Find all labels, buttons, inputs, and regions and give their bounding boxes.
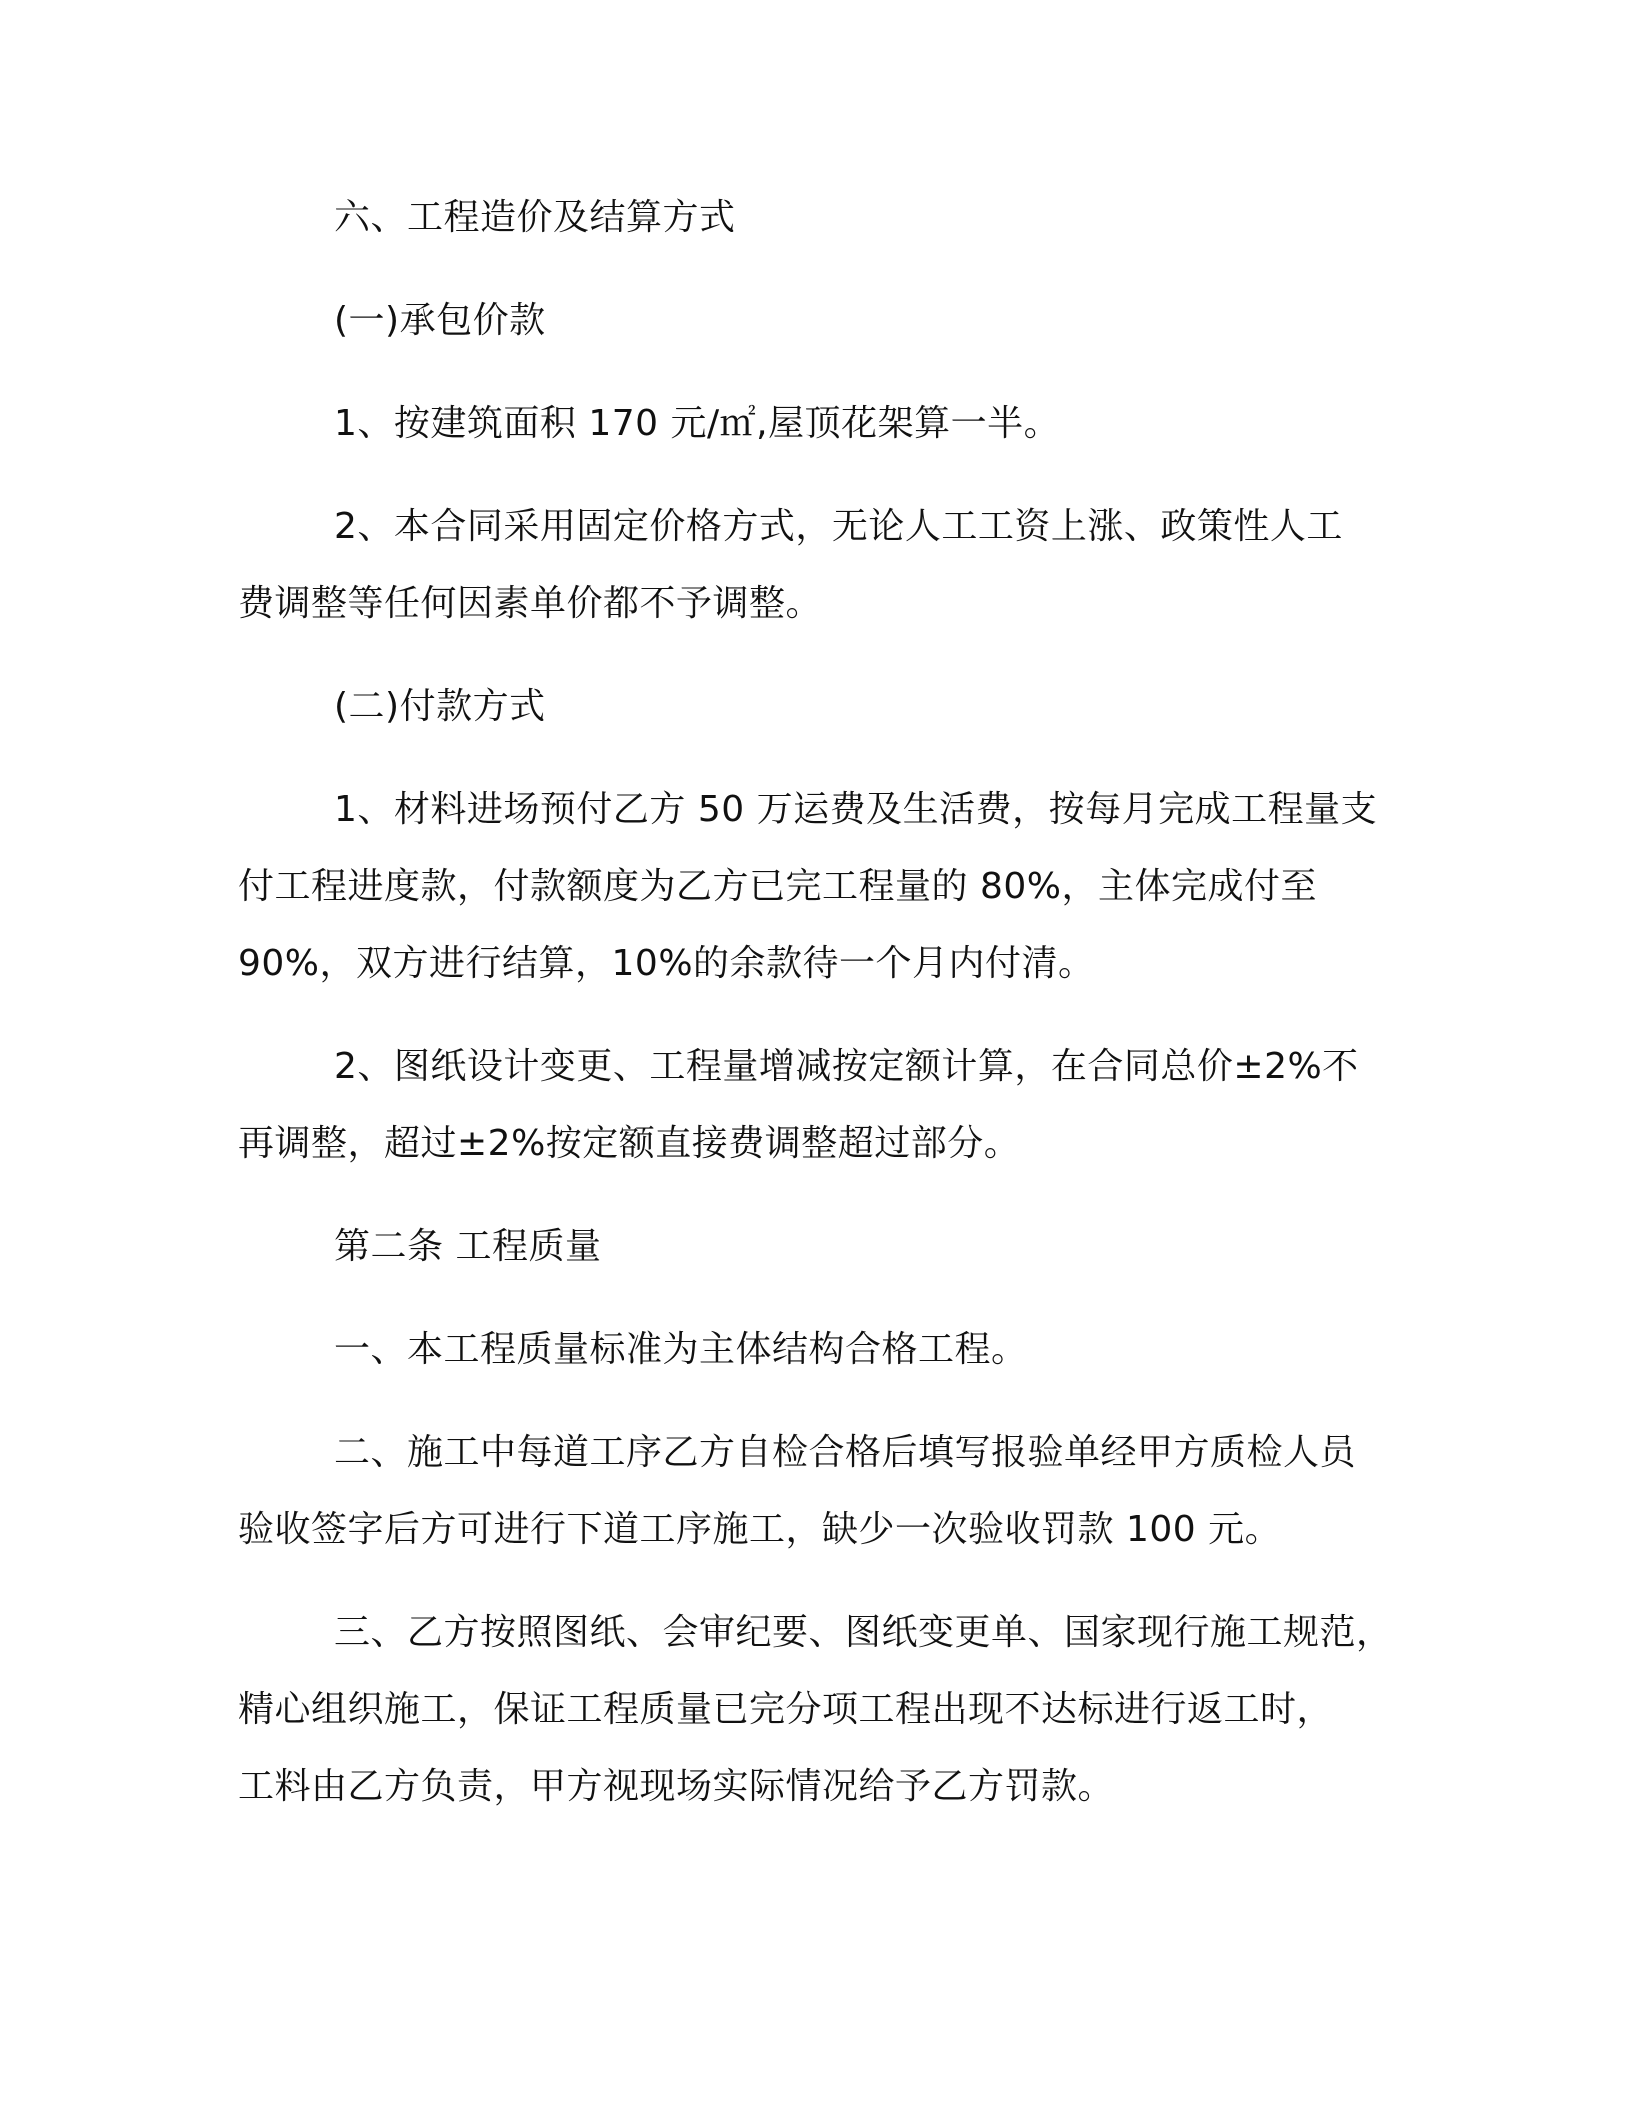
paragraph-line: 费调整等任何因素单价都不予调整。 bbox=[238, 583, 823, 624]
paragraph-line: 2、图纸设计变更、工程量增减按定额计算，在合同总价±2%不 bbox=[334, 1046, 1359, 1087]
subsection-heading: (一)承包价款 bbox=[334, 300, 546, 341]
paragraph-line: 精心组织施工，保证工程质量已完分项工程出现不达标进行返工时， bbox=[238, 1689, 1334, 1730]
subsection-heading: (二)付款方式 bbox=[334, 686, 546, 727]
paragraph-line: 1、材料进场预付乙方 50 万运费及生活费，按每月完成工程量支 bbox=[334, 789, 1378, 830]
paragraph-line: 2、本合同采用固定价格方式，无论人工工资上涨、政策性人工 bbox=[334, 506, 1343, 547]
section-heading: 六、工程造价及结算方式 bbox=[334, 197, 736, 238]
paragraph-line: 验收签字后方可进行下道工序施工，缺少一次验收罚款 100 元。 bbox=[238, 1509, 1282, 1550]
paragraph-line: 付工程进度款，付款额度为乙方已完工程量的 80%，主体完成付至 bbox=[238, 866, 1317, 907]
paragraph-line: 三、乙方按照图纸、会审纪要、图纸变更单、国家现行施工规范， bbox=[334, 1612, 1393, 1653]
paragraph-line: 二、施工中每道工序乙方自检合格后填写报验单经甲方质检人员 bbox=[334, 1432, 1357, 1473]
paragraph-line: 90%，双方进行结算，10%的余款待一个月内付清。 bbox=[238, 943, 1095, 984]
paragraph-line: 工料由乙方负责，甲方视现场实际情况给予乙方罚款。 bbox=[238, 1766, 1115, 1807]
article-heading: 第二条 工程质量 bbox=[334, 1226, 602, 1267]
paragraph-line: 1、按建筑面积 170 元/㎡,屋顶花架算一半。 bbox=[334, 403, 1061, 444]
paragraph-line: 一、本工程质量标准为主体结构合格工程。 bbox=[334, 1329, 1028, 1370]
paragraph-line: 再调整，超过±2%按定额直接费调整超过部分。 bbox=[238, 1123, 1021, 1164]
